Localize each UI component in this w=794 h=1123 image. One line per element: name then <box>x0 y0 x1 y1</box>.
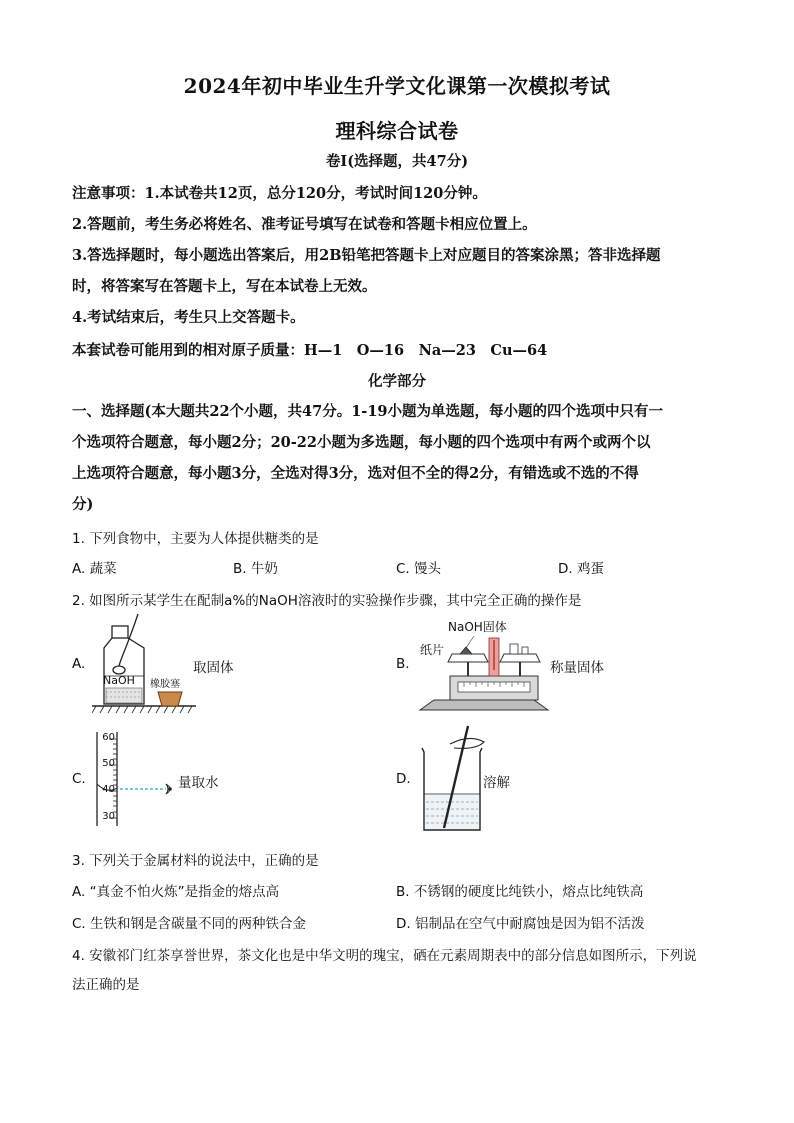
q3-stem: 3. 下列关于金属材料的说法中，正确的是 <box>72 853 319 869</box>
q4-line-1: 4. 安徽祁门红茶享誉世界，茶文化也是中华文明的瑰宝，硒在元素周期表中的部分信息如图所示，下列说 <box>72 948 697 964</box>
q1-option-a: A. 蔬菜 <box>72 561 117 577</box>
note-line-4: 时，将答案写在答题卡上，写在本试卷上无效。 <box>72 278 377 295</box>
naoh-solid-label: NaOH固体 <box>448 620 507 634</box>
part1-line-1: 一、选择题(本大题共22个小题，共47分。1-19小题为单选题，每小题的四个选项中只有一 <box>72 403 663 420</box>
q3-option-c: C. 生铁和钢是含碳量不同的两种铁合金 <box>72 916 307 932</box>
q4-line-2: 法正确的是 <box>72 977 140 993</box>
paper-label: 纸片 <box>420 643 445 657</box>
q3-option-b: B. 不锈钢的硬度比纯铁小，熔点比纯铁高 <box>396 884 644 900</box>
note-line-5: 4.考试结束后，考生只上交答题卡。 <box>72 309 305 326</box>
q2-option-b-caption: 称量固体 <box>550 660 604 676</box>
note-line-2: 2.答题前，考生务必将姓名、准考证号填写在试卷和答题卡相应位置上。 <box>72 216 537 233</box>
exam-subtitle: 理科综合试卷 <box>335 119 459 143</box>
q2-option-d-caption: 溶解 <box>483 775 510 791</box>
tick-label-60: 60 <box>102 732 115 743</box>
naoh-bottle-label: NaOH <box>103 674 135 687</box>
q1-option-c: C. 馒头 <box>396 561 442 577</box>
note-line-3: 3.答选择题时，每小题选出答案后，用2B铅笔把答题卡上对应题目的答案涂黑；答非选择题 <box>72 247 661 264</box>
q2-option-d-letter: D. <box>396 771 411 787</box>
note-line-1: 注意事项：1.本试卷共12页，总分120分，考试时间120分钟。 <box>72 185 487 202</box>
q1-option-d: D. 鸡蛋 <box>558 561 604 577</box>
q2-option-b-letter: B. <box>396 656 410 672</box>
volume-heading: 卷Ⅰ(选择题，共47分) <box>325 153 469 170</box>
section-heading: 化学部分 <box>368 373 426 390</box>
exam-title: 2024年初中毕业生升学文化课第一次模拟考试 <box>183 74 611 98</box>
tick-label-40: 40 <box>102 784 115 795</box>
part1-line-2: 个选项符合题意，每小题2分；20-22小题为多选题，每小题的四个选项中有两个或两个以 <box>72 434 651 451</box>
tick-label-30: 30 <box>102 811 115 822</box>
q3-option-d: D. 铝制品在空气中耐腐蚀是因为铝不活泼 <box>396 916 645 932</box>
q1-option-b: B. 牛奶 <box>233 561 278 577</box>
beaker-illustration <box>414 724 494 834</box>
q2-option-a-caption: 取固体 <box>193 660 234 676</box>
part1-line-4: 分) <box>72 496 94 513</box>
q3-option-a: A. “真金不怕火炼”是指金的熔点高 <box>72 884 280 900</box>
rubber-stopper-label: 橡胶塞 <box>150 679 180 690</box>
q2-option-c-letter: C. <box>72 771 86 787</box>
part1-line-3: 上选项符合题意，每小题3分，全选对得3分，选对但不全的得2分，有错选或不选的不得 <box>72 465 639 482</box>
q1-stem: 1. 下列食物中，主要为人体提供糖类的是 <box>72 531 319 547</box>
q2-option-a-letter: A. <box>72 656 86 672</box>
q2-option-c-caption: 量取水 <box>178 775 219 791</box>
atomic-mass-line: 本套试卷可能用到的相对原子质量：H—1 O—16 Na—23 Cu—64 <box>72 342 548 359</box>
tick-label-50: 50 <box>102 758 115 769</box>
q2-stem: 2. 如图所示某学生在配制a%的NaOH溶液时的实验操作步骤，其中完全正确的操作是 <box>72 593 582 609</box>
